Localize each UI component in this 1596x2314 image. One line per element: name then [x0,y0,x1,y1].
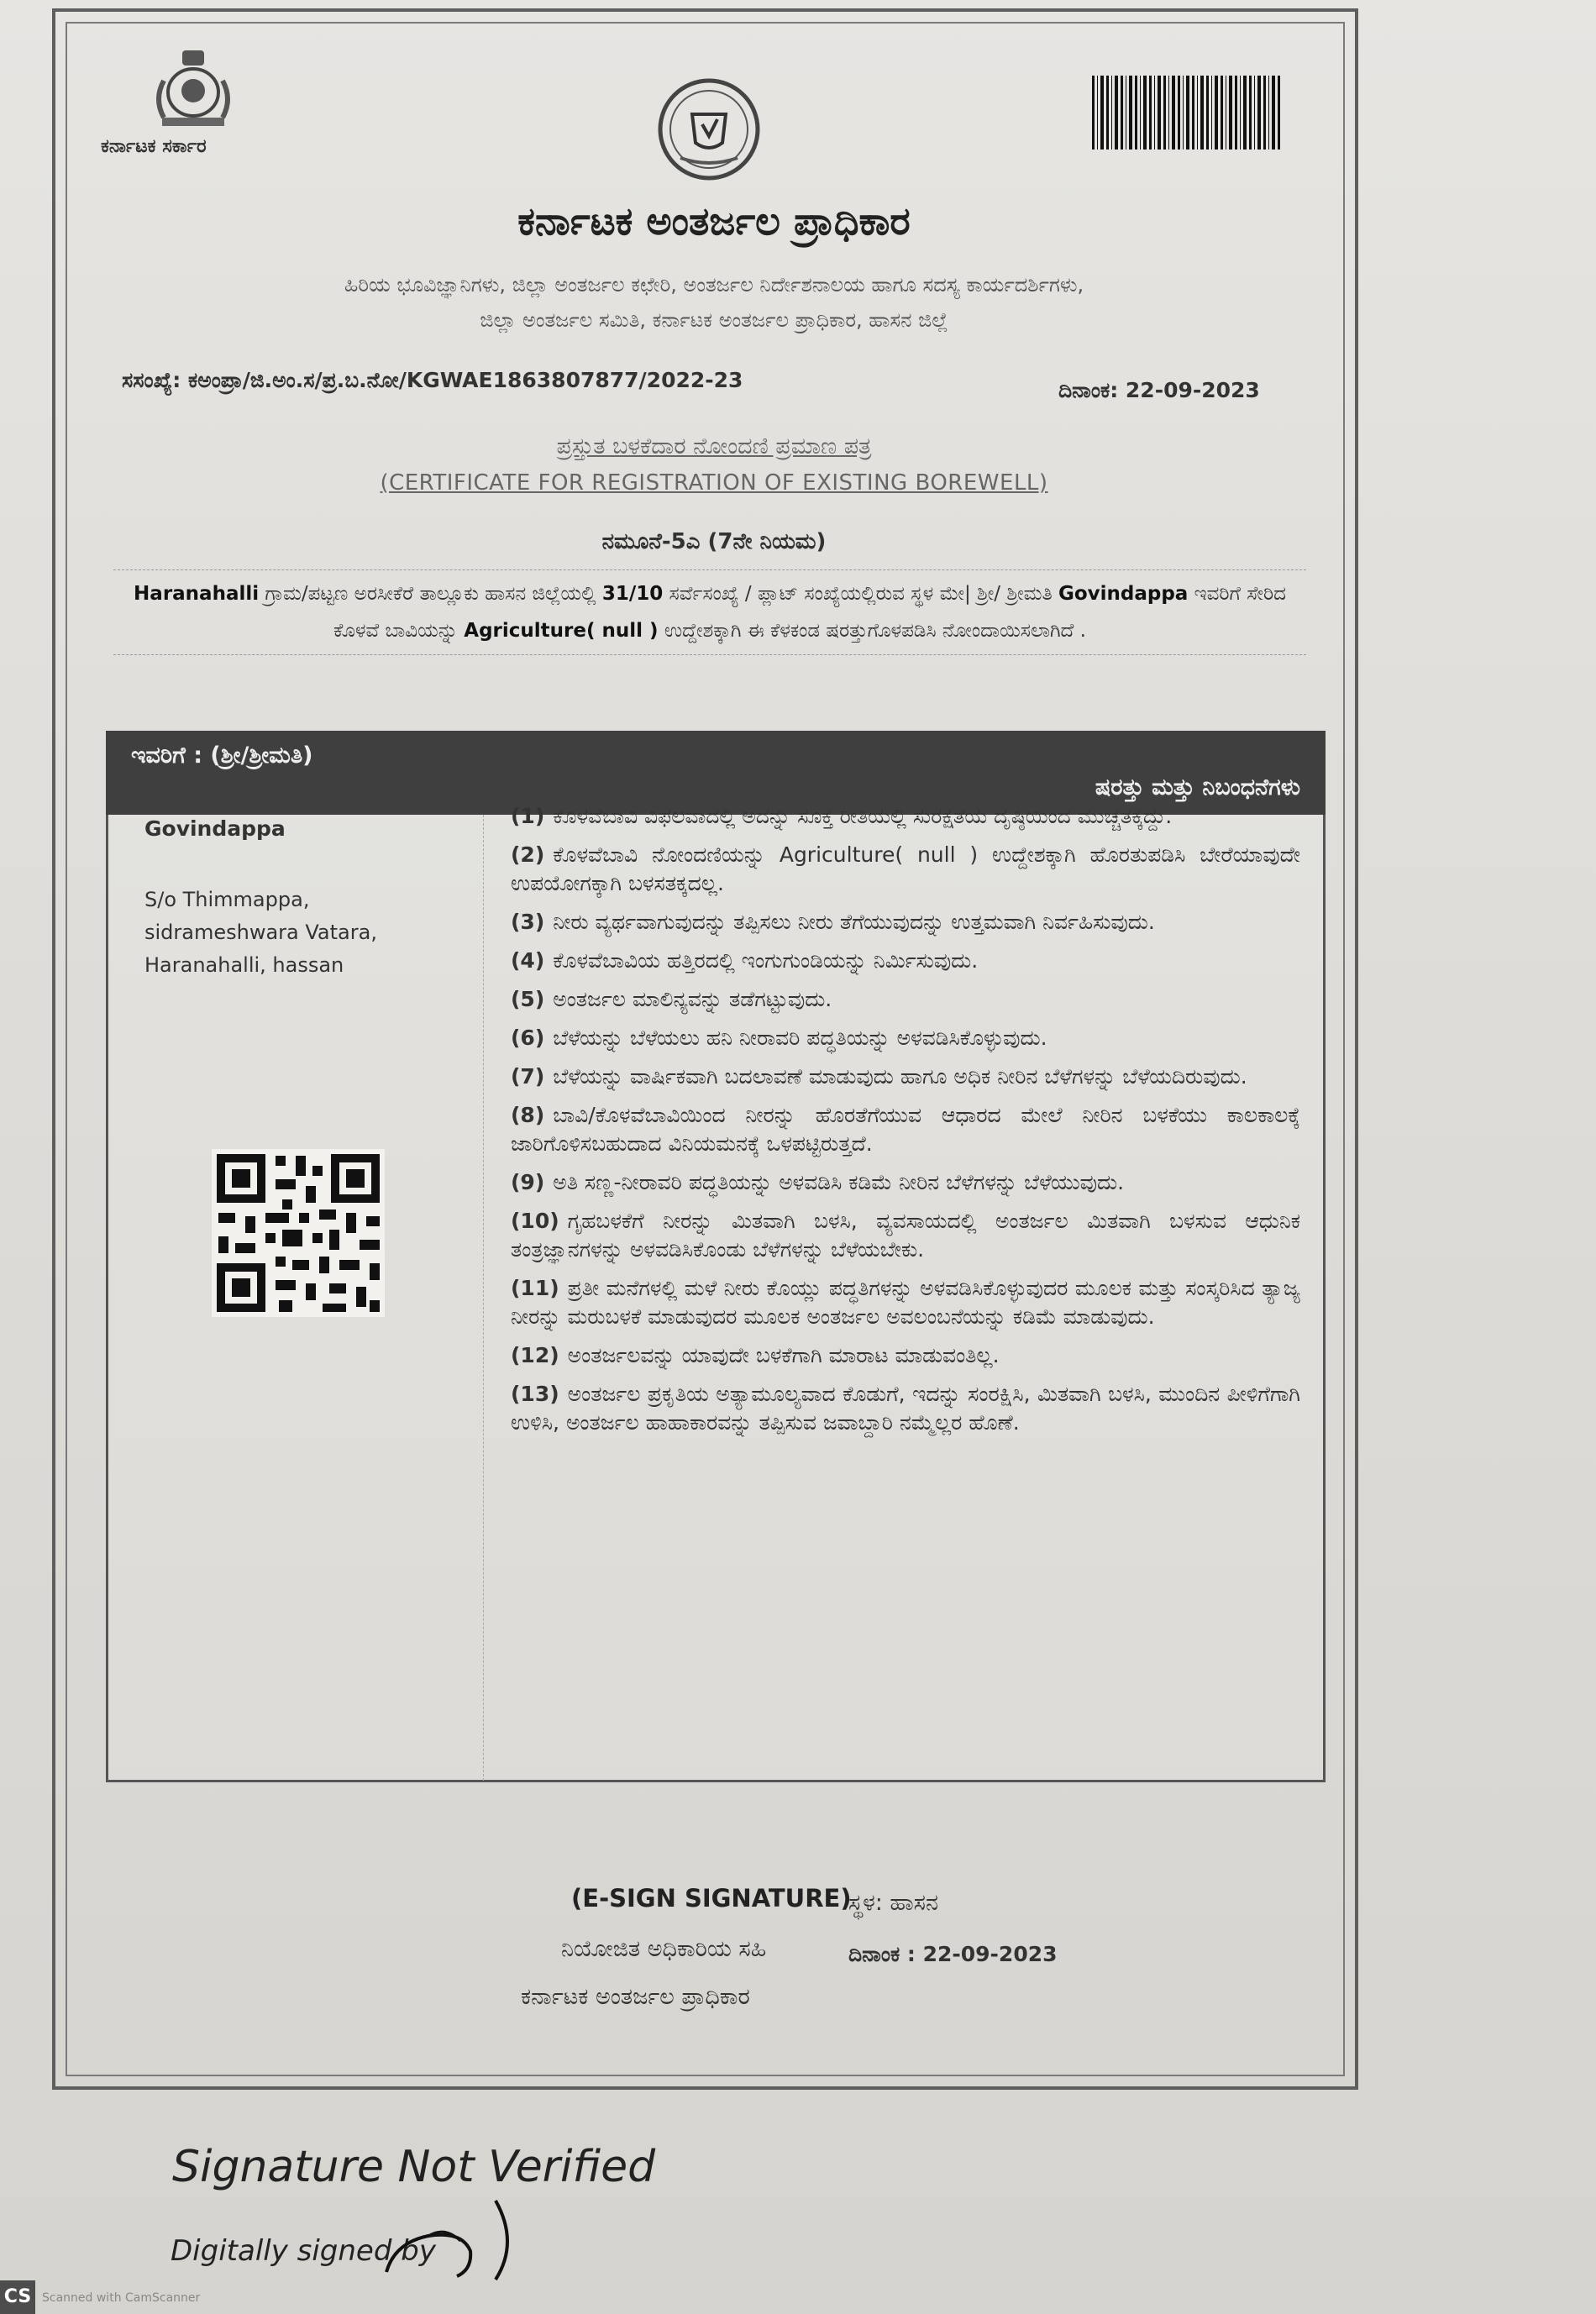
subtitle-line-1: ಹಿರಿಯ ಭೂವಿಜ್ಞಾನಿಗಳು, ಜಿಲ್ಲಾ ಅಂತರ್ಜಲ ಕಛೇರಿ, ಅಂತರ್ಜಲ ನಿರ್ದೇಶನಾಲಯ ಹಾಗೂ ಸದಸ್ಯ ಕಾರ್ಯದರ್ಶಿಗಳು, [344,273,1084,296]
signing-place: ಸ್ಥಳ: ಹಾಸನ [848,1890,938,1916]
intro-village: Haranahalli [134,583,260,605]
holder-column-heading: ಇವರಿಗೆ : (ಶ್ರೀ/ಶ್ರೀಮತಿ) [131,742,313,769]
address-line-2: sidrameshwara Vatara, [144,921,377,944]
esign-label: (E-SIGN SIGNATURE) [571,1884,852,1913]
conditions-column-heading: ಷರತ್ತು ಮತ್ತು ನಿಬಂಧನೆಗಳು [1095,774,1300,800]
intro-purpose: Agriculture( null ) [464,620,659,642]
condition-item: (13) ಅಂತರ್ಜಲ ಪ್ರಕೃತಿಯ ಅತ್ಯಾಮೂಲ್ಯವಾದ ಕೊಡುಗೆ, ಇದನ್ನು ಸಂರಕ್ಷಿಸಿ, ಮಿತವಾಗಿ ಬಳಸಿ, ಮುಂದಿನ ಪೀಳಿಗೆಗಾಗಿ ಉಳಿಸಿ, ಅಂತರ್ಜಲ ಹಾಹಾಕಾರವನ್ನು ತಪ್ಪಿಸುವ ಜವಾಬ್ದಾರಿ ನಮ್ಮೆಲ್ಲರ ಹೊಣೆ. [511,1382,1300,1435]
form-number: ನಮೂನೆ-5ಎ (7ನೇ ನಿಯಮ) [601,529,827,554]
condition-item: (10) ಗೃಹಬಳಕೆಗೆ ನೀರನ್ನು ಮಿತವಾಗಿ ಬಳಸಿ, ವ್ಯವಸಾಯದಲ್ಲಿ ಅಂತರ್ಜಲ ಮಿತವಾಗಿ ಬಳಸುವ ಆಧುನಿಕ ತಂತ್ರಜ್ಞಾನಗಳನ್ನು ಅಳವಡಿಸಿಕೊಂಡು ಬೆಳೆಗಳನ್ನು ಬೆಳೆಯಬೇಕು. [511,1209,1300,1262]
signing-date: ದಿನಾಂಕ : 22-09-2023 [848,1942,1058,1966]
address-line-1: S/o Thimmappa, [144,888,310,911]
camscanner-badge: CS [0,2280,35,2314]
government-label: ಕರ್ನಾಟಕ ಸರ್ಕಾರ [101,136,207,157]
authority-seal-icon [655,76,763,183]
condition-item: (4) ಕೊಳವೆಬಾವಿಯ ಹತ್ತಿರದಲ್ಲಿ ಇಂಗುಗುಂಡಿಯನ್ನು ನಿರ್ಮಿಸುವುದು. [511,948,979,973]
condition-item: (12) ಅಂತರ್ಜಲವನ್ನು ಯಾವುದೇ ಬಳಕೆಗಾಗಿ ಮಾರಾಟ ಮಾಡುವಂತಿಲ್ಲ. [511,1343,1000,1367]
camscanner-label: Scanned with CamScanner [42,2291,201,2305]
signature-status: Signature Not Verified [172,2142,656,2192]
authority-title: ಕರ್ನಾಟಕ ಅಂತರ್ಜಲ ಪ್ರಾಧಿಕಾರ [517,198,911,244]
intro-text-2: ಸರ್ವೆಸಂಖ್ಯೆ / ಪ್ಲಾಟ್ ಸಂಖ್ಯೆಯಲ್ಲಿರುವ ಸ್ಥಳ ಮೇ| ಶ್ರೀ/ ಶ್ರೀಮತಿ [663,583,1058,605]
conditions-list [511,802,1300,1447]
certificate-title-english: (CERTIFICATE FOR REGISTRATION OF EXISTING BOREWELL) [380,470,1048,496]
holder-address [144,884,377,982]
condition-item: (8) ಬಾವಿ/ಕೊಳವೆಬಾವಿಯಿಂದ ನೀರನ್ನು ಹೊರತೆಗೆಯುವ ಆಧಾರದ ಮೇಲೆ ನೀರಿನ ಬಳಕೆಯು ಕಾಲಕಾಲಕ್ಕೆ ಜಾರಿಗೊಳಿಸಬಹುದಾದ ವಿನಿಯಮನಕ್ಕೆ ಒಳಪಟ್ಟಿರುತ್ತದೆ. [511,1103,1300,1156]
signature-scribble-icon [370,2192,563,2285]
holder-name: Govindappa [144,816,286,841]
condition-item: (2) ಕೊಳವೆಬಾವಿ ನೋಂದಣಿಯನ್ನು Agriculture( null ) ಉದ್ದೇಶಕ್ಕಾಗಿ ಹೊರತುಪಡಿಸಿ ಬೇರೆಯಾವುದೇ ಉಪಯೋಗಕ್ಕಾಗಿ ಬಳಸತಕ್ಕದಲ್ಲ. [511,842,1300,895]
condition-item: (5) ಅಂತರ್ಜಲ ಮಾಲಿನ್ಯವನ್ನು ತಡೆಗಟ್ಟುವುದು. [511,987,832,1011]
intro-text-4: ಉದ್ದೇಶಕ್ಕಾಗಿ ಈ ಕೆಳಕಂಡ ಷರತ್ತುಗೊಳಪಡಿಸಿ ನೋಂದಾಯಿಸಲಾಗಿದೆ . [658,620,1086,642]
condition-item: (3) ನೀರು ವ್ಯರ್ಥವಾಗುವುದನ್ನು ತಪ್ಪಿಸಲು ನೀರು ತೆಗೆಯುವುದನ್ನು ಉತ್ತಮವಾಗಿ ನಿರ್ವಹಿಸುವುದು. [511,910,1155,934]
intro-text-3: ಇವರಿಗೆ ಸೇರಿದ ಕೊಳವೆ ಬಾವಿಯನ್ನು [333,583,1286,642]
condition-item: (6) ಬೆಳೆಯನ್ನು ಬೆಳೆಯಲು ಹನಿ ನೀರಾವರಿ ಪದ್ಧತಿಯನ್ನು ಅಳವಡಿಸಿಕೊಳ್ಳುವುದು. [511,1026,1047,1050]
intro-text-1: ಗ್ರಾಮ/ಪಟ್ಟಣ ಅರಸೀಕೆರೆ ತಾಲ್ಲೂಕು ಹಾಸನ ಜಿಲ್ಲೆಯಲ್ಲಿ [259,583,602,605]
condition-item: (11) ಪ್ರತೀ ಮನೆಗಳಲ್ಲಿ ಮಳೆ ನೀರು ಕೊಯ್ಲು ಪದ್ಧತಿಗಳನ್ನು ಅಳವಡಿಸಿಕೊಳ್ಳುವುದರ ಮೂಲಕ ಮತ್ತು ಸಂಸ್ಕರಿಸಿದ ತ್ಯಾಜ್ಯ ನೀರನ್ನು ಮರುಬಳಕೆ ಮಾಡುವುದರ ಮೂಲಕ ಅಂತರ್ಜಲ ಅವಲಂಬನೆಯನ್ನು ಕಡಿಮೆ ಮಾಡುವುದು. [511,1276,1300,1329]
condition-item: (9) ಅತಿ ಸಣ್ಣ-ನೀರಾವರಿ ಪದ್ಧತಿಯನ್ನು ಅಳವಡಿಸಿ ಕಡಿಮೆ ನೀರಿನ ಬೆಳೆಗಳನ್ನು ಬೆಳೆಯುವುದು. [511,1170,1125,1194]
intro-owner-name: Govindappa [1058,583,1189,605]
signing-authority: ಕರ್ನಾಟಕ ಅಂತರ್ಜಲ ಪ್ರಾಧಿಕಾರ [521,1984,750,2010]
condition-item: (7) ಬೆಳೆಯನ್ನು ವಾರ್ಷಿಕವಾಗಿ ಬದಲಾವಣೆ ಮಾಡುವುದು ಹಾಗೂ ಅಧಿಕ ನೀರಿನ ಬೆಳೆಗಳನ್ನು ಬೆಳೆಯದಿರುವುದು. [511,1064,1247,1089]
issue-date: ದಿನಾಂಕ: 22-09-2023 [1058,378,1260,402]
subtitle-line-2: ಜಿಲ್ಲಾ ಅಂತರ್ಜಲ ಸಮಿತಿ, ಕರ್ನಾಟಕ ಅಂತರ್ಜಲ ಪ್ರಾಧಿಕಾರ, ಹಾಸನ ಜಿಲ್ಲೆ [480,308,948,332]
officer-signature-label: ನಿಯೋಜಿತ ಅಧಿಕಾರಿಯ ಸಹಿ [561,1936,767,1962]
reference-number: ಸಸಂಖ್ಯೆ: ಕಅಂಪ್ರಾ/ಜಿ.ಅಂ.ಸ/ಪ್ರ.ಬ.ನೋ/KGWAE1863807877/2022-23 [122,368,743,392]
digitally-signed-label: Digitally signed by [171,2234,436,2268]
condition-item: (1) ಕೊಳವೆಬಾವಿ ವಿಫಲವಾದಲ್ಲಿ ಅದನ್ನು ಸೂಕ್ತ ರೀತಿಯಲ್ಲಿ ಸುರಕ್ಷತೆಯ ದೃಷ್ಠಿಯಿಂದ ಮುಚ್ಚತಕ್ಕದ್ದು. [511,804,1173,828]
intro-paragraph [113,569,1306,655]
column-divider [483,815,485,1781]
state-emblem-icon [139,40,248,133]
office-subtitle [168,267,1260,338]
address-line-3: Haranahalli, hassan [144,953,344,977]
barcode [1092,76,1281,150]
certificate-title-kannada: ಪ್ರಸ್ತುತ ಬಳಕೆದಾರ ನೋಂದಣಿ ಪ್ರಮಾಣ ಪತ್ರ [556,433,872,459]
qr-code [212,1149,385,1317]
intro-survey-number: 31/10 [601,583,664,605]
